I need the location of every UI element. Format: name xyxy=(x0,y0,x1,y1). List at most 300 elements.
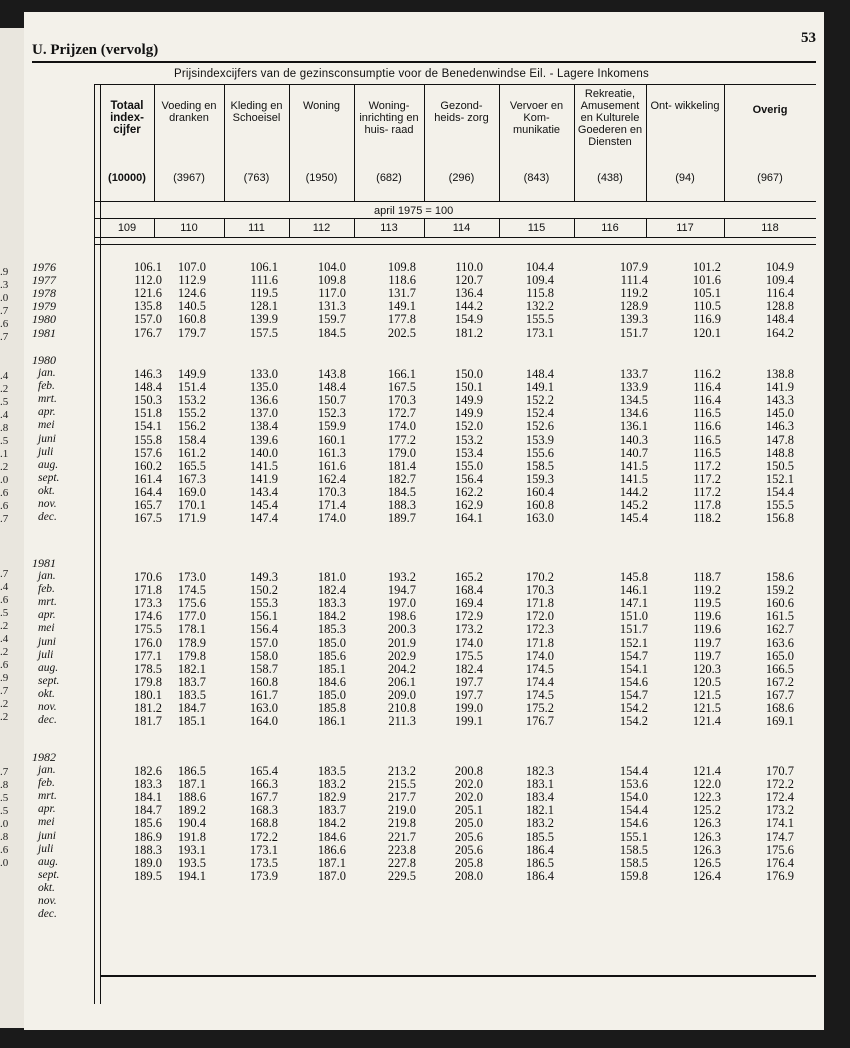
table-cell: 120.3 xyxy=(692,661,721,676)
table-cell: 186.9 xyxy=(133,829,162,844)
table-cell: 215.5 xyxy=(387,777,416,792)
table-cell: 107.9 xyxy=(619,260,648,274)
table-cell: 106.1 xyxy=(133,260,162,274)
table-cell: 133.7 xyxy=(619,367,648,381)
table-cell: 121.6 xyxy=(133,286,162,301)
table-cell: 158.5 xyxy=(525,458,554,473)
table-cell: 199.1 xyxy=(454,714,483,729)
table-cell: 152.0 xyxy=(454,419,483,434)
table-cell: 182.1 xyxy=(177,661,206,676)
month-label: nov. xyxy=(38,895,57,907)
table-cell: 110.0 xyxy=(455,260,483,274)
table-cell: 183.3 xyxy=(133,777,162,792)
year-row-label: 1979 xyxy=(32,299,56,314)
table-cell: 155.3 xyxy=(249,596,278,611)
column-header: Ont- wikkeling xyxy=(650,100,720,112)
table-cell: 183.1 xyxy=(525,777,554,792)
column-header: Woning xyxy=(302,100,341,112)
table-cell: 178.1 xyxy=(177,622,206,637)
table-cell: 176.9 xyxy=(765,868,794,883)
table-cell: 154.1 xyxy=(619,661,648,676)
table-cell: 181.4 xyxy=(387,458,416,473)
month-label: dec. xyxy=(38,714,57,727)
table-cell: 202.9 xyxy=(387,648,416,663)
table-cell: 136.4 xyxy=(454,286,483,301)
table-cell: 184.7 xyxy=(177,701,206,715)
table-cell: 119.6 xyxy=(693,622,721,637)
weights-rule xyxy=(94,201,816,202)
table-cell: 188.3 xyxy=(133,842,162,857)
table-cell: 173.0 xyxy=(177,570,206,584)
prev-page-fragment: .6 xyxy=(0,500,9,512)
table-cell: 156.1 xyxy=(249,609,278,624)
prev-page-fragment: .8 xyxy=(0,422,9,434)
table-cell: 151.7 xyxy=(619,325,648,340)
column-number: 114 xyxy=(452,222,471,234)
month-label: juli xyxy=(38,648,54,661)
table-cell: 154.4 xyxy=(765,484,794,499)
table-cell: 170.1 xyxy=(177,498,206,512)
table-cell: 174.6 xyxy=(133,609,162,624)
table-cell: 151.8 xyxy=(133,406,162,421)
table-cell: 107.0 xyxy=(177,260,206,274)
table-cell: 205.0 xyxy=(454,816,483,831)
table-cell: 154.4 xyxy=(619,803,648,818)
year-row-label: 1978 xyxy=(32,286,56,301)
table-cell: 172.3 xyxy=(525,622,554,637)
table-cell: 154.7 xyxy=(619,648,648,663)
table-cell: 140.3 xyxy=(619,432,648,447)
table-cell: 138.4 xyxy=(249,419,278,434)
table-cell: 138.8 xyxy=(765,367,794,381)
table-cell: 148.8 xyxy=(765,445,794,460)
table-cell: 160.4 xyxy=(525,484,554,499)
table-cell: 111.4 xyxy=(620,273,648,288)
table-cell: 141.5 xyxy=(249,458,278,473)
month-label: aug. xyxy=(38,661,59,674)
table-cell: 159.3 xyxy=(525,471,554,486)
table-cell: 101.2 xyxy=(692,260,721,274)
table-cell: 124.6 xyxy=(177,286,206,301)
table-cell: 155.2 xyxy=(177,406,206,421)
table-cell: 174.4 xyxy=(525,674,554,689)
table-cell: 159.7 xyxy=(317,312,346,327)
table-cell: 159.9 xyxy=(317,419,346,434)
table-cell: 184.2 xyxy=(317,609,346,624)
table-cell: 141.5 xyxy=(619,471,648,486)
table-cell: 166.1 xyxy=(387,367,416,381)
column-header: Totaal index- cijfer xyxy=(110,100,144,136)
table-caption: Prijsindexcijfers van de gezinsconsumptie voor de Benedenwindse Eil. - Lagere Inkomens xyxy=(174,68,649,80)
table-cell: 126.3 xyxy=(692,816,721,831)
column-number: 112 xyxy=(312,222,331,234)
table-cell: 139.9 xyxy=(249,312,278,327)
table-cell: 185.3 xyxy=(317,622,346,637)
table-cell: 161.6 xyxy=(317,458,346,473)
prev-page-fragment: .5 xyxy=(0,607,9,619)
table-cell: 155.0 xyxy=(454,458,483,473)
table-cell: 186.5 xyxy=(525,855,554,870)
column-number: 118 xyxy=(761,222,779,234)
table-cell: 148.4 xyxy=(765,312,794,327)
table-cell: 172.7 xyxy=(387,406,416,421)
table-cell: 189.7 xyxy=(387,511,416,526)
table-cell: 152.3 xyxy=(317,406,346,421)
table-cell: 116.5 xyxy=(693,445,721,460)
table-bottom-rule xyxy=(100,975,816,977)
table-cell: 157.5 xyxy=(249,325,278,340)
table-cell: 158.7 xyxy=(249,661,278,676)
prev-page-fragment: .2 xyxy=(0,711,9,723)
table-cell: 185.0 xyxy=(317,687,346,702)
year-row-label: 1977 xyxy=(32,273,56,288)
table-cell: 176.7 xyxy=(133,325,162,340)
table-cell: 188.6 xyxy=(177,790,206,805)
table-cell: 117.8 xyxy=(693,498,721,512)
table-cell: 109.8 xyxy=(317,273,346,288)
column-header: Voeding en dranken xyxy=(161,100,217,124)
table-cell: 182.4 xyxy=(454,661,483,676)
table-cell: 155.5 xyxy=(765,498,794,512)
table-cell: 179.8 xyxy=(133,674,162,689)
document-page xyxy=(24,12,824,1030)
prev-page-fragment: .2 xyxy=(0,383,9,395)
month-label: apr. xyxy=(38,406,56,419)
month-label: juni xyxy=(38,635,56,648)
table-cell: 169.0 xyxy=(177,484,206,499)
table-cell: 121.4 xyxy=(692,714,721,729)
table-cell: 149.9 xyxy=(454,393,483,408)
table-cell: 185.0 xyxy=(317,635,346,650)
table-cell: 164.0 xyxy=(249,714,278,729)
year-row-label: 1980 xyxy=(32,312,56,327)
base-rule xyxy=(94,218,816,219)
month-label: nov. xyxy=(38,498,57,510)
table-cell: 118.6 xyxy=(388,273,416,288)
table-cell: 116.9 xyxy=(693,312,721,327)
table-cell: 121.5 xyxy=(692,687,721,702)
month-label: feb. xyxy=(38,583,55,596)
table-cell: 210.8 xyxy=(387,701,416,715)
table-cell: 217.7 xyxy=(387,790,416,805)
table-cell: 186.1 xyxy=(317,714,346,729)
month-label: sept. xyxy=(38,868,60,881)
table-cell: 191.8 xyxy=(177,829,206,844)
prev-page-fragment: .6 xyxy=(0,844,9,856)
table-cell: 154.6 xyxy=(619,816,648,831)
table-cell: 140.5 xyxy=(177,299,206,314)
table-cell: 154.9 xyxy=(454,312,483,327)
column-header: Gezond- heids- zorg xyxy=(434,100,489,124)
year-row-label: 1981 xyxy=(32,325,56,340)
table-cell: 146.3 xyxy=(133,367,162,381)
table-cell: 164.2 xyxy=(765,325,794,340)
table-cell: 139.3 xyxy=(619,312,648,327)
table-cell: 194.7 xyxy=(387,583,416,598)
table-cell: 181.0 xyxy=(317,570,346,584)
prev-page-fragment: .7 xyxy=(0,331,9,343)
table-cell: 199.0 xyxy=(454,701,483,715)
column-number: 110 xyxy=(180,222,198,234)
table-cell: 165.2 xyxy=(454,570,483,584)
prev-page-fragment: .2 xyxy=(0,620,9,632)
table-cell: 160.8 xyxy=(249,674,278,689)
prev-page-fragment: .4 xyxy=(0,370,9,382)
stub-divider xyxy=(94,84,95,1004)
table-cell: 174.1 xyxy=(765,816,794,831)
prev-page-fragment: .2 xyxy=(0,646,9,658)
prev-page-fragment: .0 xyxy=(0,474,9,486)
month-label: okt. xyxy=(38,687,55,700)
table-cell: 170.6 xyxy=(133,570,162,584)
table-cell: 120.7 xyxy=(454,273,483,288)
table-cell: 119.5 xyxy=(250,286,278,301)
table-cell: 184.1 xyxy=(133,790,162,805)
prev-page-fragment: .8 xyxy=(0,831,9,843)
table-cell: 198.6 xyxy=(387,609,416,624)
table-cell: 147.4 xyxy=(249,511,278,526)
table-cell: 174.0 xyxy=(454,635,483,650)
prev-page-fragment: .4 xyxy=(0,633,9,645)
table-cell: 193.2 xyxy=(387,570,416,584)
table-cell: 136.1 xyxy=(619,419,648,434)
table-cell: 150.3 xyxy=(133,393,162,408)
table-cell: 116.4 xyxy=(693,380,721,395)
table-cell: 172.2 xyxy=(765,777,794,792)
table-cell: 200.8 xyxy=(454,764,483,778)
prev-page-fragment: .7 xyxy=(0,513,9,525)
table-cell: 144.2 xyxy=(619,484,648,499)
header-rule xyxy=(32,61,816,63)
table-cell: 177.0 xyxy=(177,609,206,624)
table-cell: 135.8 xyxy=(133,299,162,314)
column-header: Rekreatie, Amusement en Kulturele Goederen en Diensten xyxy=(577,88,643,148)
table-cell: 174.5 xyxy=(525,687,554,702)
table-cell: 156.4 xyxy=(454,471,483,486)
table-cell: 121.5 xyxy=(692,701,721,715)
table-cell: 159.8 xyxy=(619,868,648,883)
month-label: sept. xyxy=(38,674,60,687)
table-cell: 119.2 xyxy=(620,286,648,301)
table-cell: 152.4 xyxy=(525,406,554,421)
table-cell: 213.2 xyxy=(387,764,416,778)
table-cell: 173.3 xyxy=(133,596,162,611)
previous-page-edge xyxy=(0,28,24,1028)
table-cell: 116.5 xyxy=(693,406,721,421)
base-period-label: april 1975 = 100 xyxy=(374,205,454,217)
table-cell: 109.4 xyxy=(525,273,554,288)
table-cell: 167.7 xyxy=(765,687,794,702)
table-cell: 164.4 xyxy=(133,484,162,499)
table-cell: 148.4 xyxy=(525,367,554,381)
table-cell: 151.7 xyxy=(619,622,648,637)
column-number: 113 xyxy=(380,222,398,234)
column-weight: (10000) xyxy=(108,172,146,184)
prev-page-fragment: .6 xyxy=(0,487,9,499)
table-cell: 173.1 xyxy=(525,325,554,340)
month-label: jan. xyxy=(38,367,56,379)
table-cell: 180.1 xyxy=(133,687,162,702)
table-cell: 141.9 xyxy=(249,471,278,486)
table-cell: 169.1 xyxy=(765,714,794,729)
prev-page-fragment: .0 xyxy=(0,857,9,869)
table-cell: 227.8 xyxy=(387,855,416,870)
table-cell: 223.8 xyxy=(387,842,416,857)
table-cell: 161.2 xyxy=(177,445,206,460)
table-cell: 168.6 xyxy=(765,701,794,715)
table-cell: 178.9 xyxy=(177,635,206,650)
year-label: 1982 xyxy=(32,750,56,764)
table-cell: 171.9 xyxy=(177,511,206,526)
table-cell: 185.5 xyxy=(525,829,554,844)
table-cell: 166.5 xyxy=(765,661,794,676)
prev-page-fragment: .5 xyxy=(0,396,9,408)
prev-page-fragment: .7 xyxy=(0,305,9,317)
table-cell: 163.0 xyxy=(249,701,278,715)
table-cell: 174.0 xyxy=(317,511,346,526)
month-label: jan. xyxy=(38,764,56,776)
table-cell: 184.6 xyxy=(317,829,346,844)
table-cell: 189.2 xyxy=(177,803,206,818)
table-cell: 167.5 xyxy=(133,511,162,526)
table-cell: 157.6 xyxy=(133,445,162,460)
table-cell: 161.7 xyxy=(249,687,278,702)
table-cell: 146.1 xyxy=(619,583,648,598)
table-cell: 140.0 xyxy=(249,445,278,460)
table-cell: 153.6 xyxy=(619,777,648,792)
prev-page-fragment: .6 xyxy=(0,594,9,606)
table-cell: 161.5 xyxy=(765,609,794,624)
table-cell: 153.2 xyxy=(177,393,206,408)
prev-page-fragment: .3 xyxy=(0,279,9,291)
prev-page-fragment: .6 xyxy=(0,659,9,671)
table-cell: 116.2 xyxy=(693,367,721,381)
table-cell: 169.4 xyxy=(454,596,483,611)
table-cell: 112.9 xyxy=(178,273,206,288)
table-cell: 187.1 xyxy=(317,855,346,870)
table-cell: 167.5 xyxy=(387,380,416,395)
table-cell: 106.1 xyxy=(249,260,278,274)
table-cell: 148.4 xyxy=(317,380,346,395)
table-cell: 145.8 xyxy=(619,570,648,584)
table-cell: 110.5 xyxy=(693,299,721,314)
table-cell: 175.6 xyxy=(177,596,206,611)
table-cell: 186.5 xyxy=(177,764,206,778)
table-cell: 154.2 xyxy=(619,714,648,729)
table-cell: 133.0 xyxy=(249,367,278,381)
table-cell: 109.8 xyxy=(387,260,416,274)
table-cell: 167.7 xyxy=(249,790,278,805)
table-cell: 126.3 xyxy=(692,842,721,857)
column-weight: (94) xyxy=(675,172,695,184)
table-cell: 183.2 xyxy=(525,816,554,831)
table-cell: 148.4 xyxy=(133,380,162,395)
table-cell: 188.3 xyxy=(387,498,416,512)
table-cell: 126.4 xyxy=(692,868,721,883)
table-cell: 202.0 xyxy=(454,777,483,792)
column-number: 109 xyxy=(117,222,137,234)
table-cell: 104.0 xyxy=(317,260,346,274)
body-top-rule xyxy=(94,244,816,245)
table-cell: 158.0 xyxy=(249,648,278,663)
table-cell: 189.0 xyxy=(133,855,162,870)
month-label: mrt. xyxy=(38,790,57,803)
prev-page-fragment: .0 xyxy=(0,292,9,304)
table-cell: 155.6 xyxy=(525,445,554,460)
table-cell: 116.4 xyxy=(766,286,794,301)
table-cell: 149.9 xyxy=(454,406,483,421)
table-cell: 184.5 xyxy=(387,484,416,499)
column-number: 116 xyxy=(601,222,619,234)
table-cell: 143.4 xyxy=(249,484,278,499)
table-cell: 141.9 xyxy=(765,380,794,395)
table-cell: 154.7 xyxy=(619,687,648,702)
table-cell: 116.5 xyxy=(693,432,721,447)
table-cell: 167.3 xyxy=(177,471,206,486)
table-cell: 182.7 xyxy=(387,471,416,486)
table-cell: 208.0 xyxy=(454,868,483,883)
table-cell: 229.5 xyxy=(387,868,416,883)
table-cell: 156.4 xyxy=(249,622,278,637)
column-weight: (682) xyxy=(376,172,402,184)
table-cell: 181.2 xyxy=(454,325,483,340)
table-cell: 172.2 xyxy=(249,829,278,844)
year-label: 1981 xyxy=(32,556,56,570)
table-cell: 171.4 xyxy=(317,498,346,512)
table-cell: 205.1 xyxy=(454,803,483,818)
table-cell: 183.7 xyxy=(317,803,346,818)
table-cell: 168.3 xyxy=(249,803,278,818)
month-label: juli xyxy=(38,842,54,855)
month-label: feb. xyxy=(38,777,55,790)
table-cell: 145.4 xyxy=(249,498,278,512)
table-cell: 119.7 xyxy=(693,635,721,650)
table-cell: 183.2 xyxy=(317,777,346,792)
month-label: jan. xyxy=(38,570,56,582)
table-cell: 174.0 xyxy=(525,648,554,663)
table-cell: 183.5 xyxy=(177,687,206,702)
table-cell: 120.1 xyxy=(692,325,721,340)
table-cell: 173.2 xyxy=(765,803,794,818)
table-cell: 163.6 xyxy=(765,635,794,650)
table-cell: 170.7 xyxy=(765,764,794,778)
table-cell: 173.9 xyxy=(249,868,278,883)
table-cell: 166.3 xyxy=(249,777,278,792)
table-cell: 153.9 xyxy=(525,432,554,447)
table-cell: 156.2 xyxy=(177,419,206,434)
table-cell: 117.0 xyxy=(318,286,346,301)
table-cell: 160.1 xyxy=(317,432,346,447)
table-cell: 200.3 xyxy=(387,622,416,637)
table-cell: 211.3 xyxy=(388,714,416,729)
prev-page-fragment: .8 xyxy=(0,779,9,791)
table-cell: 161.4 xyxy=(133,471,162,486)
table-cell: 183.3 xyxy=(317,596,346,611)
table-cell: 173.1 xyxy=(249,842,278,857)
table-cell: 115.8 xyxy=(526,286,554,301)
table-cell: 149.1 xyxy=(387,299,416,314)
column-header: Overig xyxy=(752,104,788,116)
table-cell: 159.2 xyxy=(765,583,794,598)
table-cell: 175.2 xyxy=(525,701,554,715)
table-cell: 151.4 xyxy=(177,380,206,395)
table-cell: 170.3 xyxy=(387,393,416,408)
table-cell: 128.9 xyxy=(619,299,648,314)
table-cell: 131.7 xyxy=(387,286,416,301)
table-cell: 119.5 xyxy=(693,596,721,611)
column-weight: (296) xyxy=(448,172,475,184)
table-cell: 197.7 xyxy=(454,674,483,689)
